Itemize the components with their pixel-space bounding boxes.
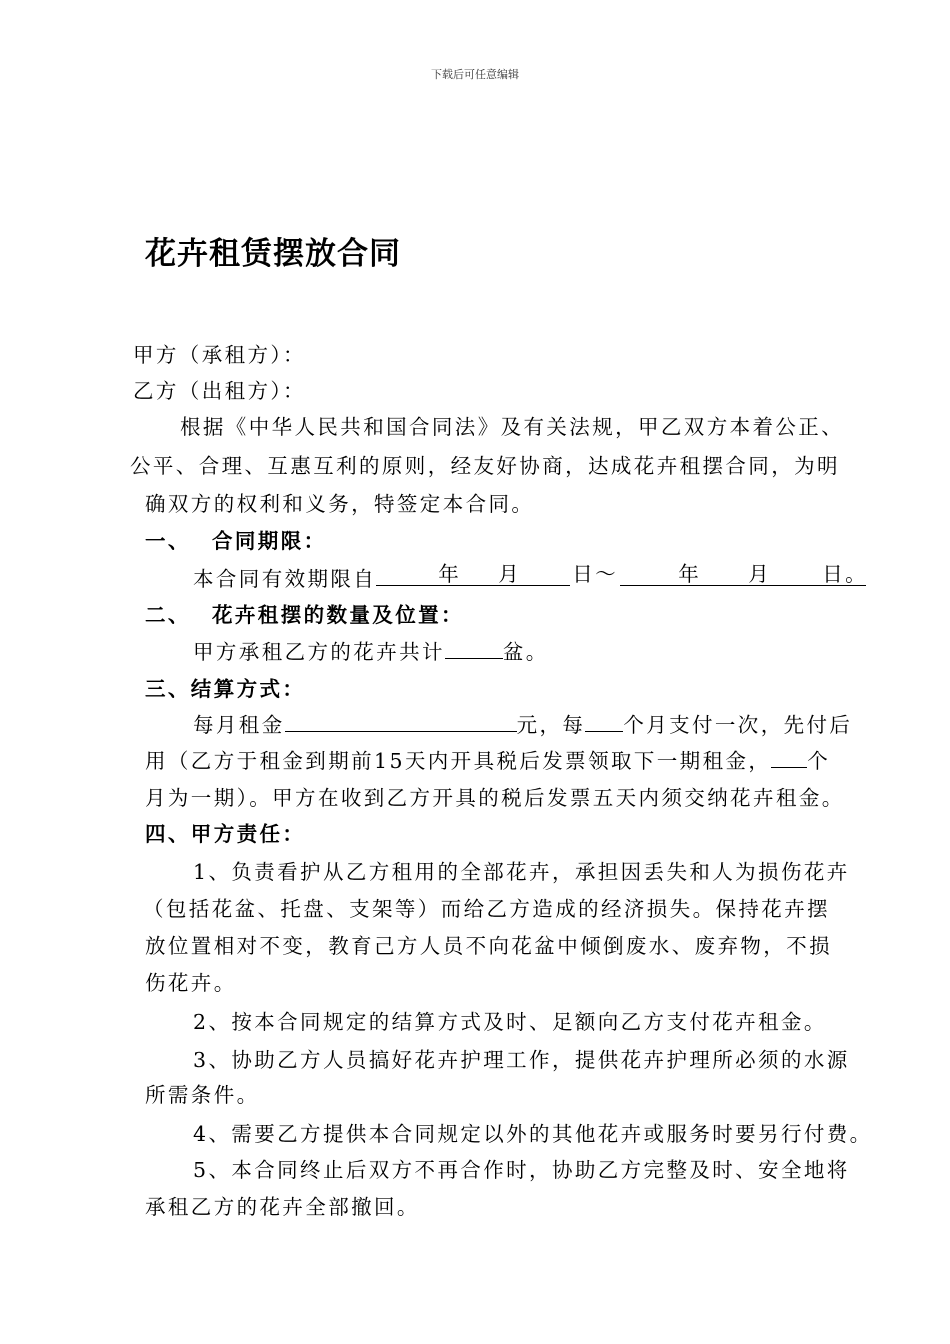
item1-line-3: 放位置相对不变，教育己方人员不向花盆中倾倒废水、废弃物，不损 [145,934,832,958]
item1-line-1: 1、负责看护从乙方租用的全部花卉，承担因丢失和人为损伤花卉 [193,860,850,884]
section3-line-2 [145,744,830,778]
header-note: 下载后可任意编辑 [431,68,519,81]
term-end-day-label: 日。 [822,562,869,586]
monthly-rent-blank[interactable] [285,709,517,732]
party-b-line: 乙方（出租方）： [133,379,306,403]
item2-line: 2、按本合同规定的结算方式及时、足额向乙方支付花卉租金。 [193,1010,827,1034]
item1-line-2: （包括花盆、托盘、支架等）而给乙方造成的经济损失。保持花卉摆 [143,897,830,921]
item5-line-1: 5、本合同终止后双方不再合作时，协助乙方完整及时、安全地将 [193,1158,850,1182]
quantity-suffix: 盆。 [502,640,549,664]
section2-quantity-line [193,635,549,669]
section2-number: 二、 [145,603,191,627]
preamble-line-3: 确双方的权利和义务，特签定本合同。 [145,492,535,516]
term-end-year-label: 年 [678,562,702,586]
term-start-day-label: 日～ [570,557,620,591]
section1-number: 一、 [145,529,191,553]
section3-line-3: 月为一期）。甲方在收到乙方开具的税后发票五天内须交纳花卉租金。 [145,786,845,810]
pot-count-blank[interactable] [445,636,503,659]
section1-term-line [193,562,869,596]
term-prefix: 本合同有效期限自 [193,567,377,591]
item5-line-2: 承租乙方的花卉全部撤回。 [145,1195,420,1219]
section3-line-1 [193,708,852,742]
item4-line: 4、需要乙方提供本合同规定以外的其他花卉或服务时要另行付费。 [193,1122,873,1146]
invoice-text: 用（乙方于租金到期前15天内开具税后发票领取下一期租金， [145,749,772,773]
document-title: 花卉租赁摆放合同 [145,236,401,272]
item3-line-1: 3、协助乙方人员搞好花卉护理工作，提供花卉护理所必须的水源 [193,1048,850,1072]
rent-prefix: 每月租金 [193,713,285,737]
quantity-prefix: 甲方承租乙方的花卉共计 [193,640,445,664]
item1-line-4: 伤花卉。 [145,971,237,995]
term-start-month-label: 月 [498,562,522,586]
section3-heading: 三、结算方式： [145,677,306,701]
preamble-line-2: 公平、合理、互惠互利的原则，经友好协商，达成花卉租摆合同，为明 [130,454,840,478]
section1-heading: 合同期限： [212,529,327,553]
term-end-month-label: 月 [748,562,772,586]
preamble-line-1: 根据《中华人民共和国合同法》及有关法规，甲乙双方本着公正、 [180,415,845,439]
term-start-year-label: 年 [438,562,462,586]
section2-heading: 花卉租摆的数量及位置： [212,603,464,627]
term-date-blank[interactable] [376,562,869,586]
rent-suffix: 个月支付一次，先付后 [623,713,853,737]
party-a-line: 甲方（承租方）： [133,343,306,367]
period-months-blank[interactable] [771,745,807,768]
rent-mid: 元，每 [516,713,586,737]
payment-interval-blank[interactable] [585,709,623,732]
section4-heading: 四、甲方责任： [145,822,306,846]
period-suffix: 个 [807,749,831,773]
item3-line-2: 所需条件。 [145,1083,260,1107]
